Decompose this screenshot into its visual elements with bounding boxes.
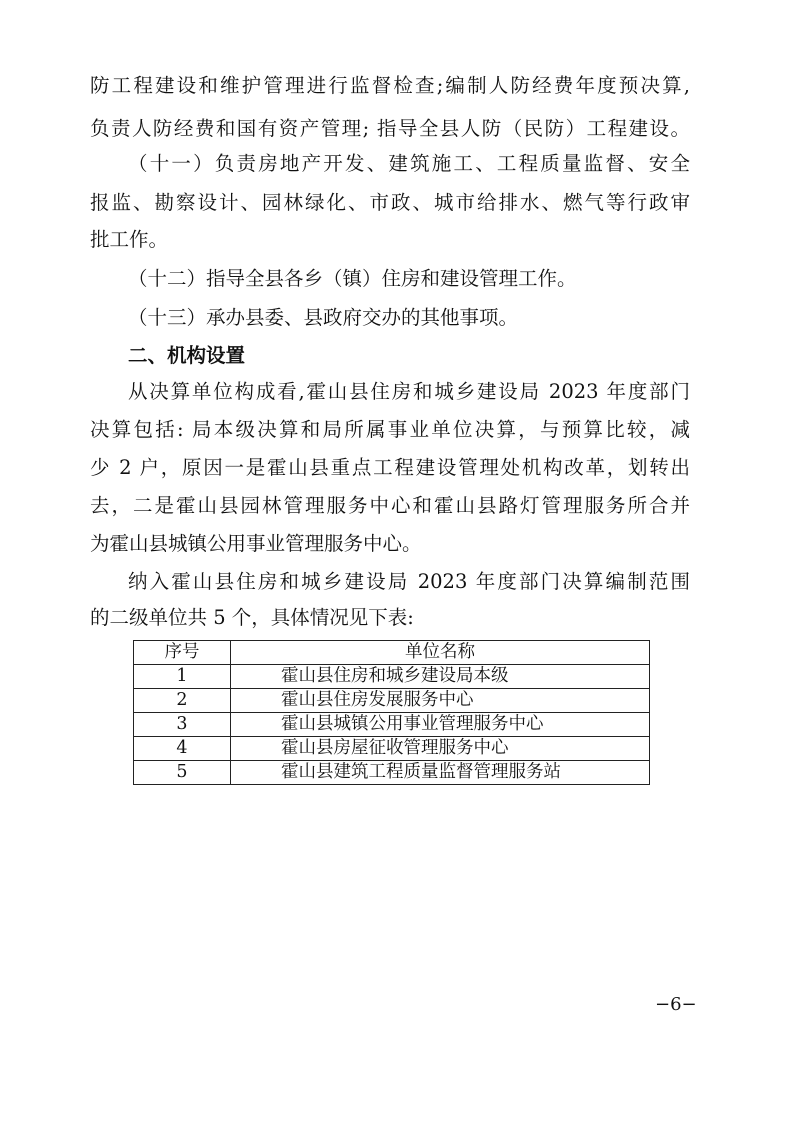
row-unit-name: 霍山县住房发展服务中心 [231,689,650,713]
row-unit-name: 霍山县住房和城乡建设局本级 [231,665,650,689]
paragraph-line: 负责人防经费和国有资产管理; 指导全县人防（民防）工程建设。 [90,117,690,140]
row-serial-number: 5 [134,761,231,785]
header-unit-name: 单位名称 [231,641,650,665]
paragraph-line: 防工程建设和维护管理进行监督检查;编制人防经费年度预决算, [90,74,690,97]
paragraph-line: 的二级单位共 5 个，具体情况见下表: [90,606,414,629]
units-table [133,640,650,785]
paragraph-line: （十三）承办县委、县政府交办的其他事项。 [128,306,519,329]
paragraph-line: 为霍山县城镇公用事业管理服务中心。 [90,532,422,555]
table-row [134,737,650,761]
row-serial-number: 3 [134,713,231,737]
paragraph-line: 批工作。 [90,228,169,251]
row-serial-number: 1 [134,665,231,689]
paragraph-line: 纳入霍山县住房和城乡建设局 2023 年度部门决算编制范围 [128,570,690,593]
row-serial-number: 2 [134,689,231,713]
table-row [134,713,650,737]
paragraph-line: （十一）负责房地产开发、建筑施工、工程质量监督、安全 [128,152,690,175]
row-serial-number: 4 [134,737,231,761]
table-row [134,761,650,785]
paragraph-line: 决算包括: 局本级决算和局所属事业单位决算，与预算比较，减 [90,418,690,441]
paragraph-line: 从决算单位构成看,霍山县住房和城乡建设局 2023 年度部门 [128,380,690,403]
table-header-row [134,641,650,665]
paragraph-line: 去，二是霍山县园林管理服务中心和霍山县路灯管理服务所合并 [90,494,690,517]
header-serial-number: 序号 [134,641,231,665]
row-unit-name: 霍山县建筑工程质量监督管理服务站 [231,761,650,785]
table-row [134,689,650,713]
page-number: −6− [655,994,697,1015]
table-row [134,665,650,689]
paragraph-line: （十二）指导全县各乡（镇）住房和建设管理工作。 [128,267,577,290]
paragraph-line: 少 2 户，原因一是霍山县重点工程建设管理处机构改革，划转出 [90,456,690,479]
row-unit-name: 霍山县城镇公用事业管理服务中心 [231,713,650,737]
paragraph-line: 报监、勘察设计、园林绿化、市政、城市给排水、燃气等行政审 [90,191,690,214]
section-heading: 二、机构设置 [128,344,246,367]
row-unit-name: 霍山县房屋征收管理服务中心 [231,737,650,761]
